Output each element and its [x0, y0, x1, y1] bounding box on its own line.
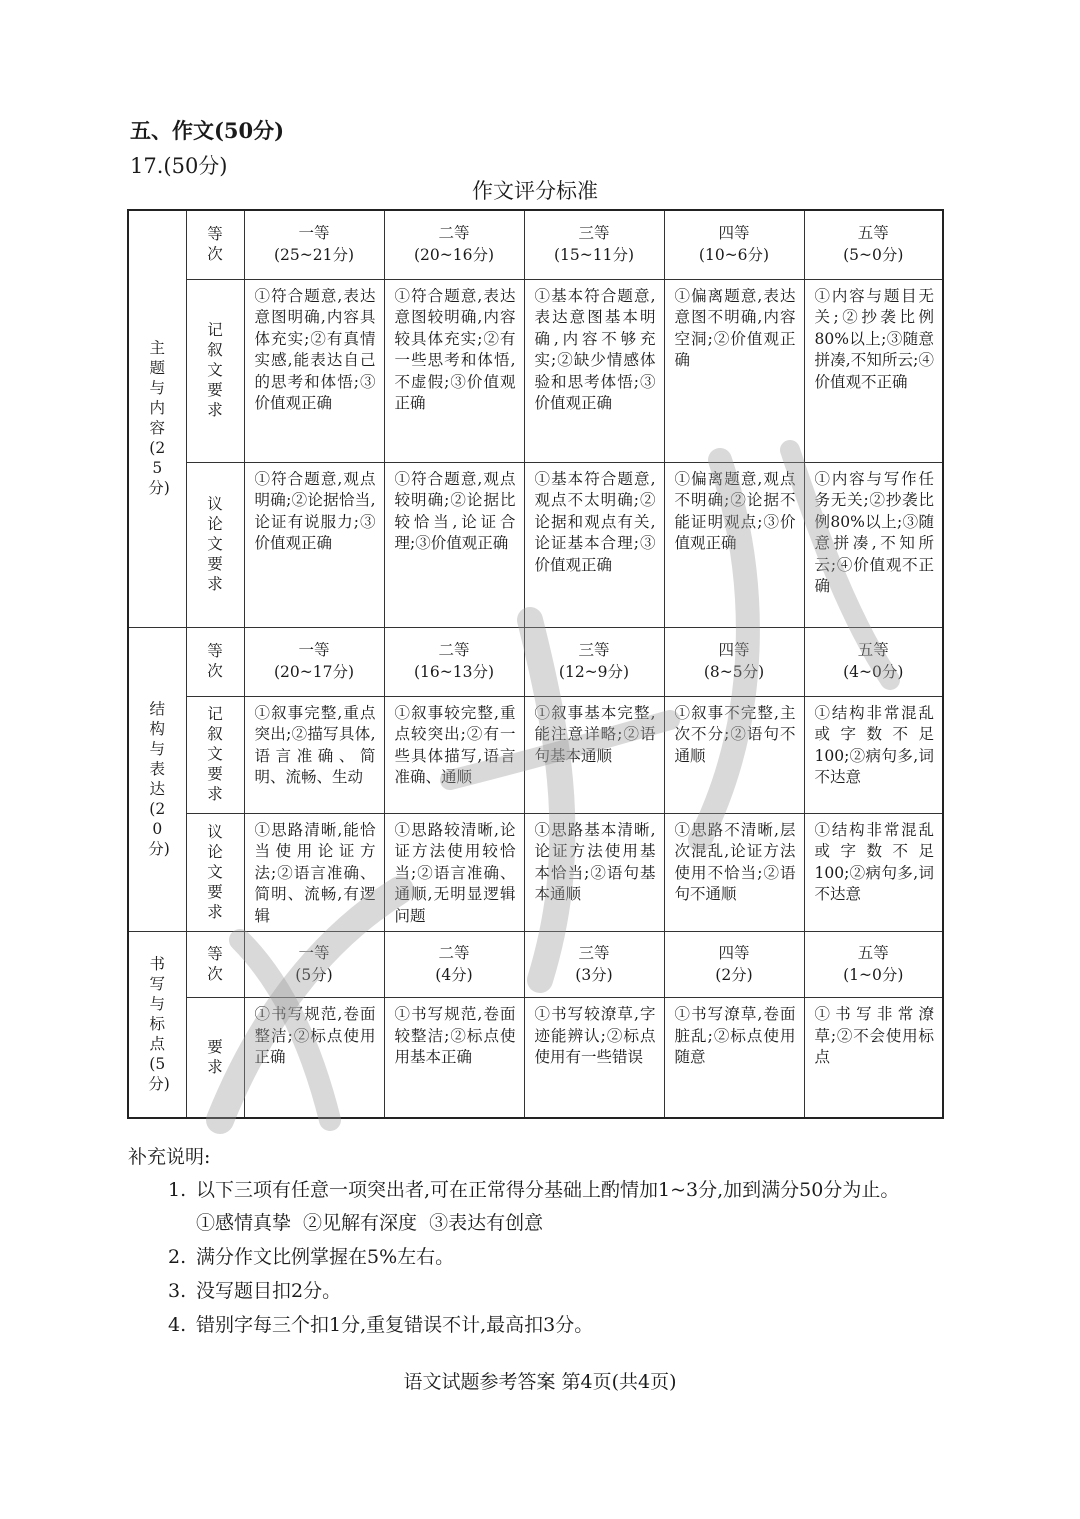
criteria-cell: ①基本符合题意,观点不太明确;②论据和观点有关,论证基本合理;③价值观正确 — [524, 462, 664, 627]
note-sub-items: ①感情真挚 ②见解有深度 ③表达有创意 — [196, 1212, 544, 1234]
note-item: 4. 错别字每三个扣1分,重复错误不计,最高扣3分。 — [168, 1314, 594, 1336]
grade-label-cell: 等次 — [186, 210, 244, 279]
criteria-cell: ①内容与题目无关;②抄袭比例80%以上;③随意拼凑,不知所云;④价值观不正确 — [804, 279, 943, 462]
criteria-cell: ①书写潦草,卷面脏乱;②标点使用随意 — [664, 998, 804, 1118]
grading-table — [127, 209, 944, 1119]
row-label-cell: 要求 — [186, 998, 244, 1118]
grade-row — [128, 932, 943, 998]
criteria-cell: ①思路基本清晰,论证方法使用基本恰当;②语句基本通顺 — [524, 813, 664, 932]
grade-cell: 四等 (8~5分) — [664, 627, 804, 696]
row-label-cell: 记叙文要求 — [186, 696, 244, 813]
criteria-row — [128, 813, 943, 932]
criteria-cell: ①书写规范,卷面较整洁;②标点使用基本正确 — [384, 998, 524, 1118]
criteria-cell: ①思路清晰,能恰当使用论证方法;②语言准确、简明、流畅,有逻辑 — [244, 813, 384, 932]
grade-cell: 三等 (12~9分) — [524, 627, 664, 696]
criteria-cell: ①书写规范,卷面整洁;②标点使用正确 — [244, 998, 384, 1118]
note-item: 1. 以下三项有任意一项突出者,可在正常得分基础上酌情加1~3分,加到满分50分为止。 — [168, 1179, 900, 1201]
grade-label-cell: 等次 — [186, 932, 244, 998]
table-title: 作文评分标准 — [472, 179, 598, 203]
criteria-cell: ①叙事基本完整,能注意详略;②语句基本通顺 — [524, 696, 664, 813]
criteria-cell: ①符合题意,观点明确;②论据恰当,论证有说服力;③价值观正确 — [244, 462, 384, 627]
row-label-cell: 记叙文要求 — [186, 279, 244, 462]
criteria-cell: ①符合题意,表达意图明确,内容具体充实;②有真情实感,能表达自己的思考和体悟;③价值观正确 — [244, 279, 384, 462]
criteria-row — [128, 279, 943, 462]
section-title: 五、作文(50分) — [130, 118, 285, 143]
criteria-cell: ①偏离题意,观点不明确;②论据不能证明观点;③价值观正确 — [664, 462, 804, 627]
grade-cell: 三等 (3分) — [524, 932, 664, 998]
notes-title: 补充说明: — [128, 1146, 211, 1168]
criteria-cell: ①结构非常混乱或字数不足100;②病句多,词不达意 — [804, 696, 943, 813]
grade-row — [128, 627, 943, 696]
criteria-cell: ①叙事完整,重点突出;②描写具体,语言准确、简明、流畅、生动 — [244, 696, 384, 813]
grade-cell: 二等 (4分) — [384, 932, 524, 998]
category-cell: 主题与内容(25分) — [128, 210, 186, 627]
row-label-cell: 议论文要求 — [186, 813, 244, 932]
grade-cell: 四等 (2分) — [664, 932, 804, 998]
criteria-cell: ①符合题意,表达意图较明确,内容较具体充实;②有一些思考和体悟,不虚假;③价值观正确 — [384, 279, 524, 462]
grade-cell: 一等 (25~21分) — [244, 210, 384, 279]
grade-cell: 五等 (5~0分) — [804, 210, 943, 279]
grade-cell: 二等 (20~16分) — [384, 210, 524, 279]
criteria-cell: ①叙事不完整,主次不分;②语句不通顺 — [664, 696, 804, 813]
criteria-cell: ①偏离题意,表达意图不明确,内容空洞;②价值观正确 — [664, 279, 804, 462]
grade-cell: 五等 (4~0分) — [804, 627, 943, 696]
grade-cell: 四等 (10~6分) — [664, 210, 804, 279]
note-item: 3. 没写题目扣2分。 — [168, 1280, 342, 1302]
criteria-cell: ①书写非常潦草;②不会使用标点 — [804, 998, 943, 1118]
criteria-cell: ①思路较清晰,论证方法使用较恰当;②语言准确、通顺,无明显逻辑问题 — [384, 813, 524, 932]
grade-cell: 一等 (5分) — [244, 932, 384, 998]
criteria-row — [128, 998, 943, 1118]
note-item: 2. 满分作文比例掌握在5%左右。 — [168, 1246, 455, 1268]
grade-cell: 一等 (20~17分) — [244, 627, 384, 696]
criteria-cell: ①思路不清晰,层次混乱,论证方法使用不恰当;②语句不通顺 — [664, 813, 804, 932]
criteria-cell: ①结构非常混乱或字数不足100;②病句多,词不达意 — [804, 813, 943, 932]
grade-cell: 三等 (15~11分) — [524, 210, 664, 279]
criteria-cell: ①叙事较完整,重点较突出;②有一些具体描写,语言准确、通顺 — [384, 696, 524, 813]
row-label-cell: 议论文要求 — [186, 462, 244, 627]
question-number: 17.(50分) — [130, 154, 228, 178]
criteria-row — [128, 696, 943, 813]
criteria-cell: ①内容与写作任务无关;②抄袭比例80%以上;③随意拼凑,不知所云;④价值观不正确 — [804, 462, 943, 627]
grade-row — [128, 210, 943, 279]
grade-cell: 二等 (16~13分) — [384, 627, 524, 696]
category-cell: 结构与表达(20分) — [128, 627, 186, 932]
criteria-row — [128, 462, 943, 627]
criteria-cell: ①书写较潦草,字迹能辨认;②标点使用有一些错误 — [524, 998, 664, 1118]
criteria-cell: ①符合题意,观点较明确;②论据比较恰当,论证合理;③价值观正确 — [384, 462, 524, 627]
criteria-cell: ①基本符合题意,表达意图基本明确,内容不够充实;②缺少情感体验和思考体悟;③价值观正确 — [524, 279, 664, 462]
page-footer: 语文试题参考答案 第4页(共4页) — [403, 1371, 677, 1393]
grade-cell: 五等 (1~0分) — [804, 932, 943, 998]
grade-label-cell: 等次 — [186, 627, 244, 696]
category-cell: 书写与标点(5分) — [128, 932, 186, 1118]
